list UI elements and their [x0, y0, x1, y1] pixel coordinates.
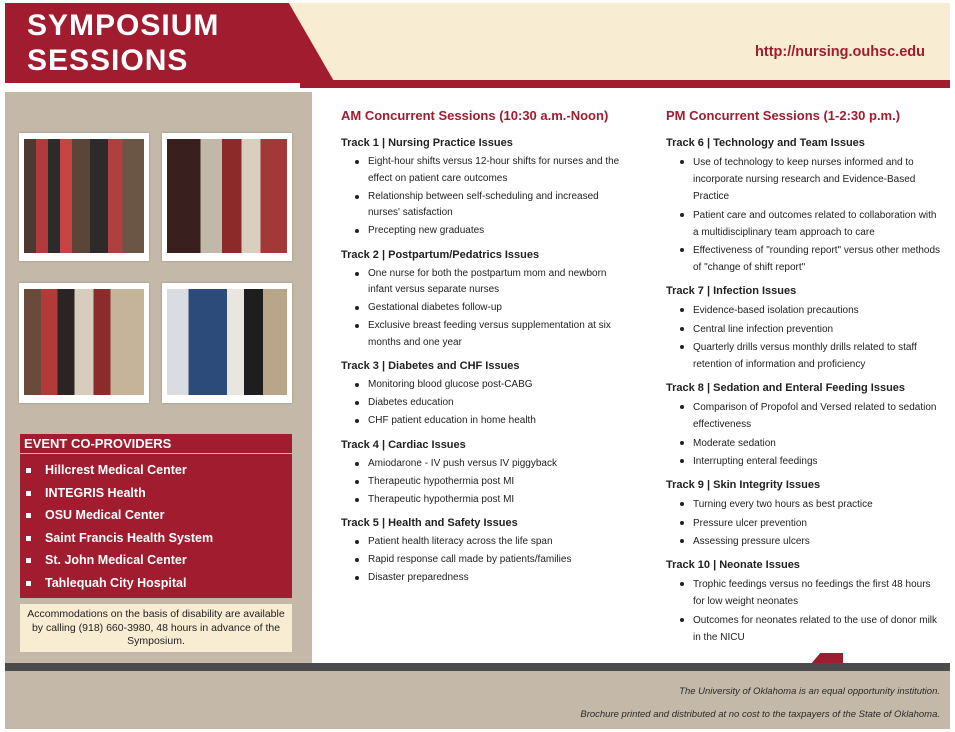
co-provider-item: [20, 527, 292, 550]
track-topic: [666, 399, 941, 433]
track-title: Track 8 | Sedation and Enteral Feeding Issues: [666, 382, 906, 394]
co-providers-box: [20, 454, 292, 598]
co-provider-name: INTEGRIS Health: [45, 485, 146, 500]
track-topic: [341, 492, 621, 509]
track-title: Track 1 | Nursing Practice Issues: [341, 137, 513, 149]
photo-poster-display: [162, 133, 292, 261]
pm-sessions-column: [666, 108, 941, 655]
track-topic-text: Use of technology to keep nurses informed and to incorporate nursing research and Evidence-Based Practice: [693, 157, 916, 202]
co-provider-item: [20, 572, 292, 595]
bullet-icon: [680, 405, 684, 409]
track-topic-text: CHF patient education in home health: [368, 415, 536, 426]
square-bullet-icon: [26, 581, 31, 586]
title-line-1: SYMPOSIUM: [27, 9, 220, 42]
track-topic-text: Comparison of Propofol and Versed related to sedation effectiveness: [693, 402, 937, 430]
track-topic-text: Moderate sedation: [693, 437, 776, 449]
track-topic-list: [666, 576, 941, 646]
track-topic-text: Amiodarone - IV push versus IV piggyback: [368, 457, 557, 469]
track-topic-text: Rapid response call made by patients/families: [368, 554, 572, 565]
track-title: Track 3 | Diabetes and CHF Issues: [341, 360, 520, 372]
bullet-icon: [355, 229, 359, 233]
track-title: Track 6 | Technology and Team Issues: [666, 137, 865, 149]
square-bullet-icon: [26, 536, 31, 541]
square-bullet-icon: [26, 513, 31, 518]
track-topic-list: [341, 154, 621, 240]
pm-sessions-heading: PM Concurrent Sessions (1-2:30 p.m.): [666, 108, 901, 123]
track-topic: [666, 453, 941, 470]
bullet-icon: [355, 498, 359, 502]
track-topic-list: [341, 266, 621, 352]
footer: [5, 671, 950, 729]
track-topic-text: Diabetes education: [368, 397, 454, 408]
bullet-icon: [355, 540, 359, 544]
bullet-icon: [355, 383, 359, 387]
co-providers-title: EVENT CO-PROVIDERS: [20, 434, 292, 453]
page-title: [27, 8, 219, 78]
bullet-icon: [680, 213, 684, 217]
bullet-icon: [680, 327, 684, 331]
track-topic-list: [341, 534, 621, 587]
track-topic-text: Eight-hour shifts versus 12-hour shifts for nurses and the effect on patient care outcomes: [368, 156, 620, 184]
track-topic-list: [341, 456, 621, 509]
bullet-icon: [680, 160, 684, 164]
am-sessions-heading: AM Concurrent Sessions (10:30 a.m.-Noon): [341, 108, 609, 123]
co-providers-list: [20, 454, 292, 595]
track-topic-list: [666, 302, 941, 373]
footer-printing-note: Brochure printed and distributed at no cost to the taxpayers of the State of Oklahoma.: [580, 709, 940, 720]
footer-equal-opportunity: The University of Oklahoma is an equal opportunity institution.: [679, 686, 940, 697]
header-rule: [300, 80, 950, 88]
co-provider-name: OSU Medical Center: [45, 508, 165, 523]
track-topic-text: Relationship between self-scheduling and increased nurses' satisfaction: [368, 190, 599, 218]
square-bullet-icon: [26, 491, 31, 496]
track-topic-text: Effectiveness of "rounding report" versus other methods of "change of shift report": [693, 245, 941, 273]
square-bullet-icon: [26, 468, 31, 473]
track-topic: [666, 496, 941, 513]
track-topic: [341, 474, 621, 491]
track-topic-text: Interrupting enteral feedings: [693, 456, 818, 467]
bullet-icon: [680, 248, 684, 252]
track-title: Track 5 | Health and Safety Issues: [341, 517, 518, 529]
track-topic-text: Assessing pressure ulcers: [693, 536, 810, 547]
track-topic: [341, 413, 621, 430]
track-topic: [666, 339, 941, 373]
track-topic-text: Monitoring blood glucose post-CABG: [368, 379, 533, 390]
footer-rule: [5, 663, 950, 671]
track-topic: [666, 242, 941, 276]
track-topic-text: Gestational diabetes follow-up: [368, 302, 502, 313]
track-topic-text: Turning every two hours as best practice: [693, 499, 873, 510]
track-topic: [341, 300, 621, 317]
co-provider-item: [20, 549, 292, 572]
track-topic-text: Precepting new graduates: [368, 225, 485, 236]
bullet-icon: [355, 480, 359, 484]
track-topic-text: Patient care and outcomes related to collaboration with a multidisciplinary team approach to care: [693, 209, 937, 238]
bullet-icon: [355, 195, 359, 199]
bullet-icon: [680, 459, 684, 463]
track-title: Track 10 | Neonate Issues: [666, 559, 800, 571]
bullet-icon: [355, 160, 359, 164]
bullet-icon: [680, 441, 684, 445]
co-provider-name: Tahlequah City Hospital: [45, 575, 187, 590]
track-topic: [341, 377, 621, 394]
bullet-icon: [355, 401, 359, 405]
track-title: Track 9 | Skin Integrity Issues: [666, 479, 821, 491]
track-title: Track 2 | Postpartum/Pedatrics Issues: [341, 248, 540, 261]
track-topic: [666, 321, 941, 338]
bullet-icon: [680, 618, 684, 622]
bullet-icon: [680, 308, 684, 312]
track-topic-text: Therapeutic hypothermia post MI: [368, 475, 515, 487]
track-topic-text: Pressure ulcer prevention: [693, 517, 807, 529]
track-topic-list: [666, 496, 941, 550]
bullet-icon: [680, 345, 684, 349]
co-provider-name: Saint Francis Health System: [45, 530, 214, 545]
track-title: Track 7 | Infection Issues: [666, 285, 797, 297]
bullet-icon: [355, 419, 359, 423]
track-topic: [666, 435, 941, 452]
track-topic: [341, 395, 621, 412]
co-provider-item: [20, 459, 292, 482]
track-topic-text: Patient health literacy across the life span: [368, 536, 553, 547]
track-topic-text: Evidence-based isolation precautions: [693, 305, 859, 316]
bullet-icon: [680, 502, 684, 506]
track-topic-text: One nurse for both the postpartum mom and newborn infant versus separate nurses: [368, 267, 607, 295]
track-topic: [666, 612, 941, 646]
track-topic: [341, 552, 621, 569]
track-topic-text: Therapeutic hypothermia post MI: [368, 493, 515, 505]
track-topic-list: [666, 154, 941, 276]
square-bullet-icon: [26, 558, 31, 563]
track-topic: [341, 266, 621, 299]
track-topic: [666, 154, 941, 205]
track-title: Track 4 | Cardiac Issues: [341, 438, 466, 451]
track-topic-text: Disaster preparedness: [368, 572, 469, 583]
track-topic: [666, 576, 941, 610]
bullet-icon: [680, 539, 684, 543]
bullet-icon: [355, 576, 359, 580]
track-topic: [341, 534, 621, 551]
bullet-icon: [680, 521, 684, 525]
am-sessions-column: [341, 108, 621, 596]
track-topic-text: Exclusive breast feeding versus supplementation at six months and one year: [368, 320, 611, 348]
track-topic-text: Central line infection prevention: [693, 323, 834, 335]
track-topic-text: Outcomes for neonates related to the use of donor milk in the NICU: [693, 614, 938, 643]
track-topic: [666, 207, 941, 241]
bullet-icon: [355, 324, 359, 328]
track-topic: [341, 154, 621, 187]
track-topic: [666, 533, 941, 550]
co-provider-item: [20, 482, 292, 505]
bullet-icon: [355, 558, 359, 562]
co-provider-item: [20, 504, 292, 527]
track-topic: [341, 570, 621, 587]
track-topic-text: Trophic feedings versus no feedings the first 48 hours for low weight neonates: [693, 579, 931, 607]
track-topic: [666, 302, 941, 319]
photo-nurses-group: [19, 133, 149, 261]
bullet-icon: [680, 582, 684, 586]
bullet-icon: [355, 462, 359, 466]
co-provider-name: St. John Medical Center: [45, 553, 187, 568]
track-topic: [666, 515, 941, 532]
track-topic-text: Quarterly drills versus monthly drills related to staff retention of information and proficiency: [693, 342, 917, 370]
track-topic: [341, 318, 621, 351]
bullet-icon: [355, 306, 359, 310]
co-provider-name: Hillcrest Medical Center: [45, 463, 187, 477]
photo-posters-attendees: [19, 283, 149, 403]
track-topic: [341, 223, 621, 240]
photo-poster-presenters: [162, 283, 292, 403]
accommodation-note: Accommodations on the basis of disability are available by calling (918) 660-3980, 48 hours in advance of the Symposium.: [20, 604, 292, 652]
bullet-icon: [355, 272, 359, 276]
title-line-2: SESSIONS: [27, 44, 189, 77]
track-topic: [341, 189, 621, 222]
track-topic-list: [341, 377, 621, 430]
website-link[interactable]: http://nursing.ouhsc.edu: [755, 44, 925, 60]
track-topic-list: [666, 399, 941, 470]
track-topic: [341, 456, 621, 473]
